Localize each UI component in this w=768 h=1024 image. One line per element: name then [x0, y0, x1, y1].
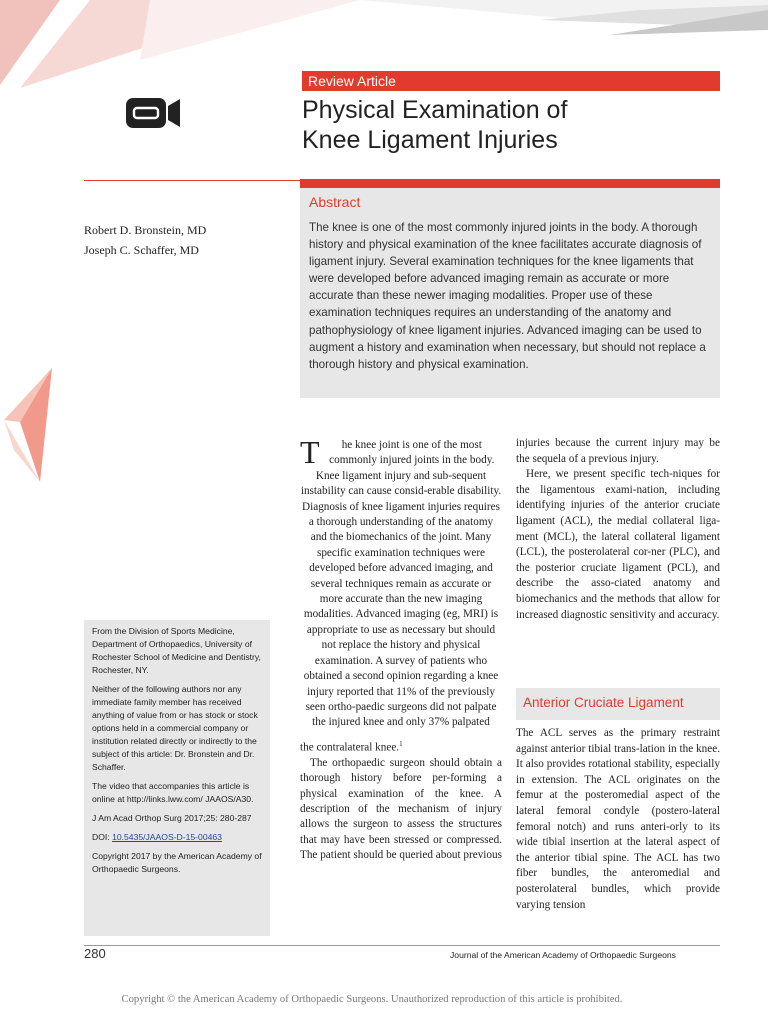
acl-paragraph: The ACL serves as the primary restraint against anterior tibial trans-lation in the knee. It also provides rotational stability, especially in extension. The ACL originates on the femur at the posteromedial aspect of the lateral femoral condyle (postero-lateral femoral notch) and runs anteri-orly to its wide tibial insertion at the lateral aspect of the anterior tibial spine. The ACL has two fiber bundles, the anteromedial and posterolateral bundles, which provide varying tension	[516, 727, 720, 911]
doi	[92, 831, 268, 844]
abstract-heading: Abstract	[309, 194, 361, 210]
copyright-notice: Copyright © the American Academy of Orthopaedic Surgeons. Unauthorized reproduction of this article is prohibited.	[121, 994, 623, 1005]
author-list	[84, 220, 206, 260]
intro-text: he knee joint is one of the most commonly injured joints in the body. Knee ligament injury and sub-sequent instability can cause consid-erable disability. Diagnosis of knee ligament injuries requires a thorough understanding of the anatomy and the biomechanics of the joint. Many specific examination techniques were developed before advanced imaging, and several techniques remain as accurate or more accurate than the new imaging modalities. Advanced imaging (eg, MRI) is appropriate to use as necessary but should not replace the history and physical examination. A survey of patients who obtained a second opinion regarding a knee injury reported that 11% of the previously seen ortho-paedic surgeons did not palpate the injured knee and only 37% palpated	[300, 439, 502, 729]
copyright-note: Copyright 2017 by the American Academy of Orthopaedic Surgeons.	[92, 851, 262, 874]
affiliation-note: From the Division of Sports Medicine, Department of Orthopaedics, University of Rochester School of Medicine and Dentistry, Rochester, NY.	[92, 626, 261, 675]
section-label: Review Article	[308, 73, 396, 89]
journal-name: Journal of the American Academy of Orthopaedic Surgeons	[450, 950, 676, 960]
continued-paragraph: injuries because the current injury may be the sequela of a previous injury.	[516, 437, 720, 465]
author: Joseph C. Schaffer, MD	[84, 243, 199, 257]
side-decoration	[0, 360, 60, 490]
abstract-text: The knee is one of the most commonly injured joints in the body. A thorough history and physical examination of the knee facilitates accurate diagnosis of ligament injury. Several examination techniques for the knee ligaments that were developed before advanced imaging remain as accurate or more accurate than these newer imaging modalities. Proper use of these examination techniques requires an understanding of the anatomy and pathophysiology of knee ligament injuries. Advanced imaging can be used to augment a history and examination when necessary, but should not replace a thorough history and physical examination.	[309, 221, 706, 371]
disclosure-note: Neither of the following authors nor any immediate family member has received anything of value from or has stock or stock options held in a commercial company or institution related directly or indirectly to the subject of this article: Dr. Bronstein and Dr. Schaffer.	[92, 684, 258, 772]
title-line-1: Physical Examination of	[302, 96, 568, 124]
drop-cap: T	[300, 434, 320, 470]
author: Robert D. Bronstein, MD	[84, 223, 207, 237]
citation: J Am Acad Orthop Surg 2017;25: 280-287	[92, 813, 252, 823]
footer-rule	[84, 945, 720, 946]
abstract-rule	[300, 179, 720, 188]
body-column-2	[516, 436, 720, 623]
body-column-1	[300, 434, 502, 864]
title-line-2: Knee Ligament Injuries	[302, 126, 558, 154]
intro-tail-text: the contralateral knee.	[300, 741, 400, 754]
intro-paragraph	[300, 434, 502, 731]
history-paragraph: The orthopaedic surgeon should obtain a thorough history before per-forming a physical examination of the knee. A description of the mechanism of injury allows the surgeon to assess the structures that may have been stressed or compressed. The patient should be queried about previous	[300, 756, 502, 862]
header-rule	[84, 180, 300, 181]
doi-link[interactable]: 10.5435/JAAOS-D-15-00463	[112, 832, 222, 842]
scope-paragraph: Here, we present specific tech-niques for the ligamentous exami-nation, including identifying injuries of the anterior cruciate ligament (ACL), the medial collateral liga-ment (MCL), the lateral collateral ligament (LCL), the posterolateral cor-ner (PLC), and the posterior cruciate ligament (PCL), and describe the asso-ciated anatomy and biomechanics and the methods that allow for increased diagnostic sensitivity and accuracy.	[516, 468, 720, 621]
acl-heading: Anterior Cruciate Ligament	[523, 695, 684, 710]
video-camera-icon[interactable]	[124, 96, 182, 130]
article-title	[302, 95, 722, 155]
reference-1[interactable]: 1	[399, 739, 403, 748]
page-number: 280	[84, 946, 106, 961]
video-note: The video that accompanies this article is online at http://links.lww.com/ JAAOS/A30.	[92, 781, 254, 804]
article-info	[92, 625, 268, 882]
doi-label: DOI:	[92, 832, 113, 842]
intro-tail	[300, 737, 502, 756]
